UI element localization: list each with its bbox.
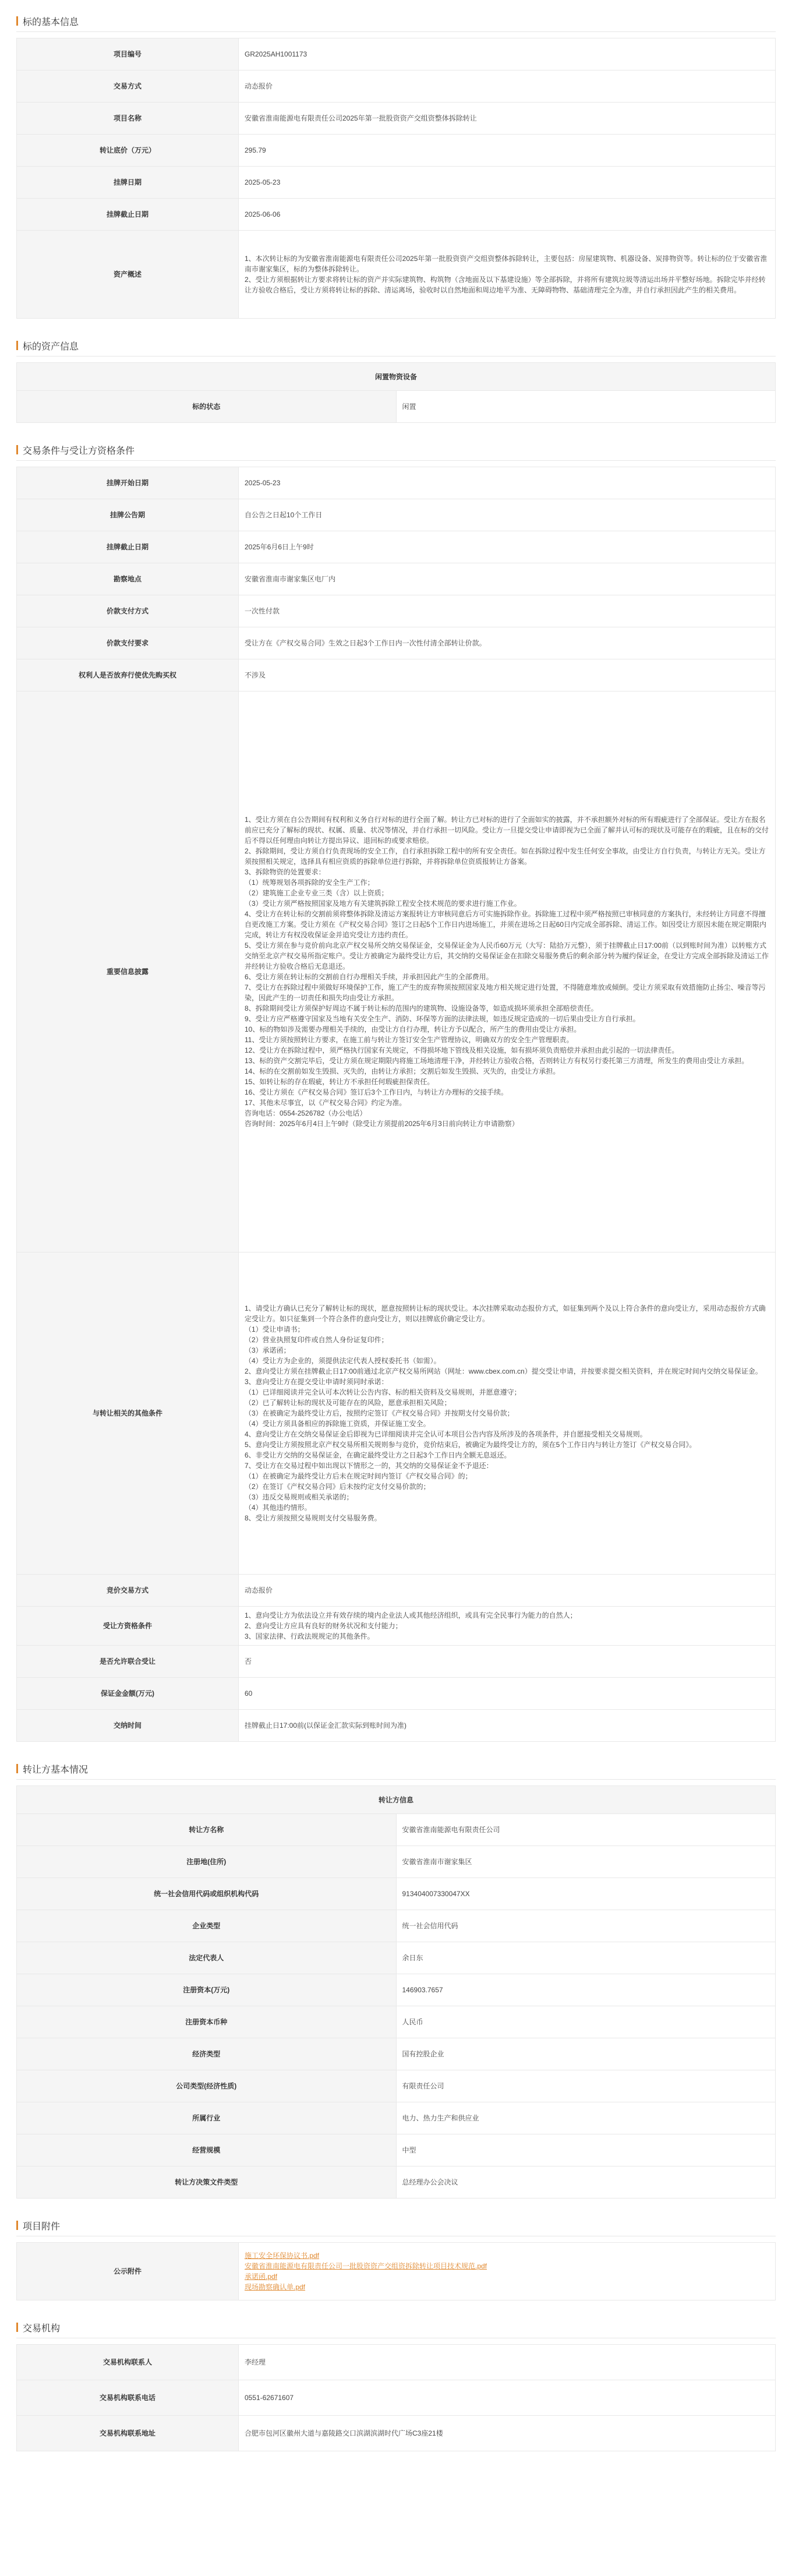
section-title: 交易机构 bbox=[23, 2323, 61, 2334]
accent-bar-icon bbox=[16, 2323, 18, 2332]
important-info-text: 1、受让方须在自公告期间有权利和义务自行对标的进行全面了解。转让方已对标的进行了全面如实的披露，并不承担额外对标的所有瑕疵进行了全部保证。受让方在报名前应已充分了解标的现状、权属、质量、状况等情况，并自行承担一切风险。受让方一旦提交受让申请即视为已全面了解并认可标的现状及可能存在的瑕疵，且在标的交付后不得以任何理由向转让方提出异议、退回标的或要求赔偿。 2、拆除期间，受让方须自行负责现场的安全工作，自行承担拆除工程中的所有安全责任。如在拆除过程中发生任何安全事故，由受让方自行负责，与转让方无关。受让方须按照相关规定，选择具有相应资质的拆除单位进行拆除，并将拆除单位资质报转让方备案。 3、拆除物资的处置要求： （1）统筹规划各项拆除的安全生产工作； （2）建筑施工企业专业三类（含）以上资质； （3）受让方须严格按照国家及地方有关建筑拆除工程安全技术规范的要求进行施工作业。 4、受让方在转让标的交割前须将整体拆除及清运方案报转让方审核同意后方可实施拆除作业。拆除施工过程中须严格按照已审核同意的方案执行，未经转让方同意不得擅自更改施工方案。受让方须在《产权交易合同》签订之日起5个工作日内进场施工，并须在进场之日起60日内完成全部拆除、清运工作。如因受让方原因未能在规定期限内完成，转让方有权没收保证金并追究受让方违约责任。 5、受让方须在参与竞价前向北京产权交易所交纳交易保证金，交易保证金为人民币60万元（大写：陆拾万元整），须于挂牌截止日17:00前（以到账时间为准）以转账方式交纳至北京产权交易所指定账户。受让方被确定为最终受让方后，其交纳的交易保证金在扣除交易服务费后的剩余部分转为履约保证金，在受让方完成全部拆除及清运工作并经转让方验收合格后无息退还。 6、受让方须在转让标的交割前自行办理相关手续，并承担因此产生的全部费用。 7、受让方在拆除过程中须做好环境保护工作，施工产生的废弃物须按照国家及地方相关规定进行处置，不得随意堆放或倾倒。受让方须采取有效措施防止扬尘、噪音等污染，因此产生的一切责任和损失均由受让方承担。 8、拆除期间受让方须保护好周边不属于转让标的范围内的建筑物、设施设备等，如造成损坏须承担全部赔偿责任。 9、受让方应严格遵守国家及当地有关安全生产、消防、环保等方面的法律法规，如违反规定造成的一切后果由受让方自行承担。 10、标的物如涉及需要办理相关手续的，由受让方自行办理，转让方予以配合，所产生的费用由受让方承担。 11、受让方须按照转让方要求，在施工前与转让方签订安全生产管理协议，明确双方的安全生产管理职责。 12、受让方在拆除过程中，须严格执行国家有关规定，不得损坏地下管线及相关设施，如有损坏须负责赔偿并承担由此引起的一切法律责任。 13、标的资产交割完毕后，受让方须在规定期限内将施工场地清理干净，并经转让方验收合格，否则转让方有权另行委托第三方清理，所发生的费用由受让方承担。 14、标的在交割前如发生毁损、灭失的，由转让方承担；交割后如发生毁损、灭失的，由受让方承担。 15、如转让标的存在瑕疵，转让方不承担任何瑕疵担保责任。 16、受让方须在《产权交易合同》签订后3个工作日内，与转让方办理标的交接手续。 17、其他未尽事宜，以《产权交易合同》约定为准。 咨询电话：0554-2526782（办公电话） 咨询时间：2025年6月4日上午9时（除受让方须提前2025年6月3日前向转让方申请勘察） bbox=[239, 691, 776, 1252]
row-label: 挂牌截止日期 bbox=[17, 531, 239, 563]
row-label: 勘察地点 bbox=[17, 563, 239, 595]
attachments-table bbox=[16, 2242, 776, 2300]
table-row bbox=[17, 2166, 776, 2199]
row-value: 有限责任公司 bbox=[396, 2070, 776, 2102]
row-value: 受让方在《产权交易合同》生效之日起3个工作日内一次性付清全部转让价款。 bbox=[239, 627, 776, 659]
section-header-basic bbox=[16, 10, 776, 32]
table-row bbox=[17, 2038, 776, 2070]
row-label: 公示附件 bbox=[17, 2243, 239, 2300]
table-row bbox=[17, 391, 776, 423]
accent-bar-icon bbox=[16, 1764, 18, 1773]
row-label: 挂牌开始日期 bbox=[17, 467, 239, 499]
transferor-subtitle: 转让方信息 bbox=[17, 1786, 776, 1814]
table-row bbox=[17, 691, 776, 1252]
row-value: 安徽省淮南能源电有限责任公司 bbox=[396, 1814, 776, 1846]
row-label: 项目名称 bbox=[17, 103, 239, 135]
row-value: 动态报价 bbox=[239, 1575, 776, 1607]
table-row bbox=[17, 103, 776, 135]
table-row bbox=[17, 2070, 776, 2102]
row-value: 0551-62671607 bbox=[239, 2380, 776, 2416]
agency-table bbox=[16, 2344, 776, 2451]
table-row bbox=[17, 2243, 776, 2300]
section-title: 项目附件 bbox=[23, 2221, 61, 2232]
row-value: GR2025AH1001173 bbox=[239, 38, 776, 70]
asset-info-table bbox=[16, 362, 776, 423]
table-row bbox=[17, 2345, 776, 2380]
row-label: 转让底价（万元） bbox=[17, 135, 239, 167]
table-row bbox=[17, 1814, 776, 1846]
section-title: 标的基本信息 bbox=[23, 17, 79, 27]
table-row bbox=[17, 1607, 776, 1646]
row-value: 否 bbox=[239, 1646, 776, 1678]
table-row bbox=[17, 659, 776, 691]
row-label: 保证金金额(万元) bbox=[17, 1678, 239, 1710]
table-row bbox=[17, 1678, 776, 1710]
attachment-list bbox=[239, 2243, 776, 2300]
row-label: 经营规模 bbox=[17, 2134, 397, 2166]
row-value: 挂牌截止日17:00前(以保证金汇款实际到账时间为准) bbox=[239, 1710, 776, 1742]
table-row bbox=[17, 1878, 776, 1910]
row-label: 经济类型 bbox=[17, 2038, 397, 2070]
row-label: 重要信息披露 bbox=[17, 691, 239, 1252]
section-header-terms bbox=[16, 439, 776, 461]
row-value: 安徽省淮南市谢家集区电厂内 bbox=[239, 563, 776, 595]
row-label: 资产概述 bbox=[17, 231, 239, 319]
row-value: 自公告之日起10个工作日 bbox=[239, 499, 776, 531]
row-label: 是否允许联合受让 bbox=[17, 1646, 239, 1678]
row-label: 转让方决策文件类型 bbox=[17, 2166, 397, 2199]
row-label: 受让方资格条件 bbox=[17, 1607, 239, 1646]
row-label: 法定代表人 bbox=[17, 1942, 397, 1974]
row-value: 合肥市包河区徽州大道与嘉陵路交口滨湖滨湖时代广场C3座21楼 bbox=[239, 2416, 776, 2451]
table-row bbox=[17, 199, 776, 231]
accent-bar-icon bbox=[16, 2221, 18, 2230]
table-row bbox=[17, 1646, 776, 1678]
basic-info-table bbox=[16, 38, 776, 319]
row-label: 注册资本币种 bbox=[17, 2006, 397, 2038]
table-row bbox=[17, 2134, 776, 2166]
row-value: 余日东 bbox=[396, 1942, 776, 1974]
row-value: 动态报价 bbox=[239, 70, 776, 103]
section-title: 转让方基本情况 bbox=[23, 1765, 89, 1775]
row-value: 913404007330047XX bbox=[396, 1878, 776, 1910]
section-title: 交易条件与受让方资格条件 bbox=[23, 446, 135, 456]
row-value: 146903.7657 bbox=[396, 1974, 776, 2006]
row-value: 2025-06-06 bbox=[239, 199, 776, 231]
row-value: 中型 bbox=[396, 2134, 776, 2166]
table-row bbox=[17, 1974, 776, 2006]
row-label: 挂牌日期 bbox=[17, 167, 239, 199]
row-value: 不涉及 bbox=[239, 659, 776, 691]
row-value: 60 bbox=[239, 1678, 776, 1710]
row-value: 电力、热力生产和供应业 bbox=[396, 2102, 776, 2134]
accent-bar-icon bbox=[16, 16, 18, 26]
section-header-attachments bbox=[16, 2215, 776, 2236]
row-label: 价款支付方式 bbox=[17, 595, 239, 627]
row-value: 李经理 bbox=[239, 2345, 776, 2380]
row-label: 交易机构联系人 bbox=[17, 2345, 239, 2380]
row-value: 2025年6月6日上午9时 bbox=[239, 531, 776, 563]
table-row bbox=[17, 1575, 776, 1607]
row-label: 交易机构联系地址 bbox=[17, 2416, 239, 2451]
row-value: 一次性付款 bbox=[239, 595, 776, 627]
section-header-transferor bbox=[16, 1758, 776, 1780]
table-row bbox=[17, 2006, 776, 2038]
table-subheader-row bbox=[17, 1786, 776, 1814]
table-row bbox=[17, 563, 776, 595]
row-value: 安徽省淮南市谢家集区 bbox=[396, 1846, 776, 1878]
table-row bbox=[17, 627, 776, 659]
row-label: 竞价交易方式 bbox=[17, 1575, 239, 1607]
table-row bbox=[17, 2102, 776, 2134]
row-value: 总经理办公会决议 bbox=[396, 2166, 776, 2199]
accent-bar-icon bbox=[16, 445, 18, 454]
table-row bbox=[17, 38, 776, 70]
table-row bbox=[17, 531, 776, 563]
row-label: 企业类型 bbox=[17, 1910, 397, 1942]
asset-overview-text: 1、本次转让标的为安徽省淮南能源电有限责任公司2025年第一批股资资产交组资整体拆除转让，主要包括：房屋建筑物、机器设备、炭排物资等。转让标的位于安徽省淮南市谢家集区，标的为整体拆除转让。 2、受让方须根据转让方要求将转让标的资产并实际建筑物、构筑物（含地面及以下基建设施）等全部拆除，并将所有建筑垃圾等清运出场并平整好场地。拆除完毕并经转让方验收合格后，受让方须将转让标的拆除、清运离场，验收时以自然地面和周边地平为准、无障碍物物、基础清理完全为准，并自行承担因此产生的相关费用。 bbox=[239, 231, 776, 319]
row-label: 统一社会信用代码或组织机构代码 bbox=[17, 1878, 397, 1910]
transferor-table bbox=[16, 1785, 776, 2199]
row-value: 人民币 bbox=[396, 2006, 776, 2038]
row-value: 2025-05-23 bbox=[239, 467, 776, 499]
table-row bbox=[17, 1846, 776, 1878]
row-value: 国有控股企业 bbox=[396, 2038, 776, 2070]
table-row bbox=[17, 499, 776, 531]
row-label: 注册资本(万元) bbox=[17, 1974, 397, 2006]
table-row bbox=[17, 2416, 776, 2451]
row-label: 转让方名称 bbox=[17, 1814, 397, 1846]
table-row bbox=[17, 231, 776, 319]
row-value: 295.79 bbox=[239, 135, 776, 167]
table-row bbox=[17, 135, 776, 167]
row-label: 挂牌公告期 bbox=[17, 499, 239, 531]
table-row bbox=[17, 2380, 776, 2416]
row-value: 1、意向受让方为依法设立并有效存续的境内企业法人或其他经济组织，或具有完全民事行为能力的自然人； 2、意向受让方应具有良好的财务状况和支付能力； 3、国家法律、行政法规规定的其他条件。 bbox=[239, 1607, 776, 1646]
row-label: 公司类型(经济性质) bbox=[17, 2070, 397, 2102]
section-header-asset bbox=[16, 335, 776, 357]
row-value: 统一社会信用代码 bbox=[396, 1910, 776, 1942]
table-subheader-row bbox=[17, 363, 776, 391]
row-value: 闲置 bbox=[396, 391, 776, 423]
attachment-link[interactable]: 现场勘察确认单.pdf bbox=[245, 2283, 306, 2291]
row-label: 价款支付要求 bbox=[17, 627, 239, 659]
attachment-link[interactable]: 施工安全环保协议书.pdf bbox=[245, 2252, 320, 2260]
row-label: 交易方式 bbox=[17, 70, 239, 103]
row-label: 所属行业 bbox=[17, 2102, 397, 2134]
terms-table bbox=[16, 467, 776, 1742]
row-label: 权利人是否放弃行使优先购买权 bbox=[17, 659, 239, 691]
asset-subtitle: 闲置物资设备 bbox=[17, 363, 776, 391]
table-row bbox=[17, 167, 776, 199]
table-row bbox=[17, 595, 776, 627]
table-row bbox=[17, 1942, 776, 1974]
table-row bbox=[17, 1910, 776, 1942]
section-title: 标的资产信息 bbox=[23, 341, 79, 352]
section-header-agency bbox=[16, 2317, 776, 2338]
row-label: 交易机构联系电话 bbox=[17, 2380, 239, 2416]
table-row bbox=[17, 70, 776, 103]
table-row bbox=[17, 1710, 776, 1742]
row-label: 挂牌截止日期 bbox=[17, 199, 239, 231]
row-label: 注册地(住所) bbox=[17, 1846, 397, 1878]
table-row bbox=[17, 1252, 776, 1575]
row-label: 项目编号 bbox=[17, 38, 239, 70]
attachment-link[interactable]: 安徽省淮南能源电有限责任公司一批股资资产交组资拆除转让项目技术规范.pdf bbox=[245, 2262, 487, 2270]
table-row bbox=[17, 467, 776, 499]
accent-bar-icon bbox=[16, 341, 18, 350]
row-label: 与转让相关的其他条件 bbox=[17, 1252, 239, 1575]
row-label: 标的状态 bbox=[17, 391, 397, 423]
other-conditions-text: 1、请受让方确认已充分了解转让标的现状，愿意按照转让标的现状受让。本次挂牌采取动态报价方式，如征集到两个及以上符合条件的意向受让方，采用动态报价方式确定受让方。如只征集到一个符合条件的意向受让方，则以挂牌底价确定受让方。 （1）受让申请书； （2）营业执照复印件或自然人身份证复印件； （3）承诺函； （4）受让方为企业的，须提供法定代表人授权委托书（如需）。 2、意向受让方须在挂牌截止日17:00前通过北京产权交易所网站（网址：www.cbex.com.cn）提交受让申请，并按要求提交相关资料，并在规定时间内交纳交易保证金。 3、意向受让方在提交受让申请时须同时承诺： （1）已详细阅读并完全认可本次转让公告内容、标的相关资料及交易规则，并愿意遵守； （2）已了解转让标的现状及可能存在的风险，愿意承担相关风险； （3）在被确定为最终受让方后，按照约定签订《产权交易合同》并按期支付交易价款； （4）受让方须具备相应的拆除施工资质，并保证施工安全。 4、意向受让方在交纳交易保证金后即视为已详细阅读并完全认可本项目公告内容及所涉及的各项条件，并自愿接受相关交易规则。 5、意向受让方须按照北京产权交易所相关规则参与竞价，竞价结束后，被确定为最终受让方的，须在5个工作日内与转让方签订《产权交易合同》。 6、非受让方交纳的交易保证金，在确定最终受让方之日起3个工作日内全额无息返还。 7、受让方在交易过程中如出现以下情形之一的，其交纳的交易保证金不予退还： （1）在被确定为最终受让方后未在规定时间内签订《产权交易合同》的； （2）在签订《产权交易合同》后未按约定支付交易价款的； （3）违反交易规则或相关承诺的； （4）其他违约情形。 8、受让方须按照交易规则支付交易服务费。 bbox=[239, 1252, 776, 1575]
row-value: 安徽省淮南能源电有限责任公司2025年第一批股资资产交组资整体拆除转让 bbox=[239, 103, 776, 135]
attachment-link[interactable]: 承诺函.pdf bbox=[245, 2272, 278, 2281]
row-label: 交纳时间 bbox=[17, 1710, 239, 1742]
row-value: 2025-05-23 bbox=[239, 167, 776, 199]
